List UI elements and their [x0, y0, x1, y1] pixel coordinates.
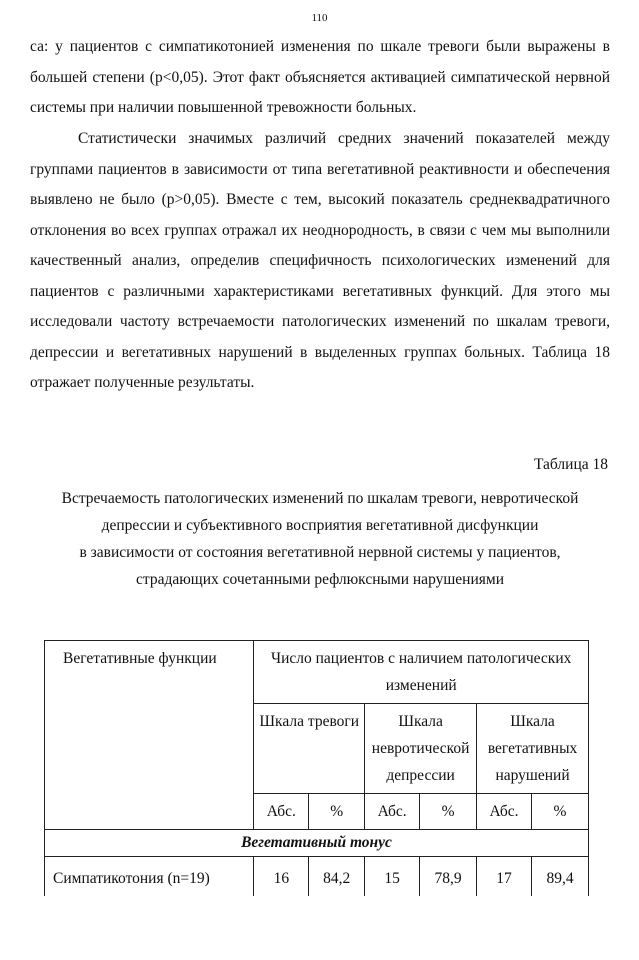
table-caption: [24, 485, 616, 593]
header-pct: %: [532, 794, 589, 830]
caption-line: депрессии и субъективного восприятия вегетативной дисфункции: [101, 517, 539, 534]
caption-line: в зависимости от состояния вегетативной нервной системы у пациентов,: [79, 544, 561, 561]
header-abs: Абс.: [254, 794, 309, 830]
section-row: [45, 830, 589, 857]
cell-pct: 89,4: [532, 857, 589, 897]
table-number: Таблица 18: [533, 456, 608, 473]
cell-abs: 16: [254, 857, 309, 897]
paragraph-2: Статистически значимых различий средних значений показателей между группами пациентов в зависимости от типа вегетативной реактивности и обеспечения выявлено не было (р>0,05). Вместе с тем, высокий показатель среднеквадратичного отклонения во всех группах отражал их неоднородность, в связи с чем мы выполнили качественный анализ, определив специфичность психологических изменений для пациентов с различными характеристиками вегетативных функций. Для этого мы исследовали частоту встречаемости патологических изменений по шкалам тревоги, депрессии и вегетативных нарушений в выделенных группах больных. Таблица 18 отражает полученные результаты.: [30, 130, 610, 391]
data-table: [44, 640, 589, 896]
row-label: Симпатикотония (n=19): [45, 857, 254, 897]
section-title: Вегетативный тонус: [45, 830, 589, 857]
table-header-row: [45, 641, 589, 704]
header-depression-scale: Шкала невротической депрессии: [365, 704, 477, 794]
caption-line: Встречаемость патологических изменений по шкалам тревоги, невротической: [61, 490, 579, 507]
paragraph-1: са: у пациентов с симпатикотонией изменения по шкале тревоги были выражены в большей степени (р<0,05). Этот факт объясняется активацией симпатической нервной системы при наличии повышенной тревожности больных.: [30, 38, 610, 116]
cell-pct: 78,9: [420, 857, 477, 897]
header-abs: Абс.: [365, 794, 420, 830]
header-pct: %: [420, 794, 477, 830]
header-pct: %: [309, 794, 365, 830]
cell-abs: 17: [477, 857, 532, 897]
header-anxiety-scale: Шкала тревоги: [254, 704, 365, 794]
header-vegetative-scale: Шкала вегетативных нарушений: [477, 704, 589, 794]
table-row: [45, 857, 589, 897]
header-patient-count: Число пациентов с наличием патологических изменений: [254, 641, 589, 704]
header-abs: Абс.: [477, 794, 532, 830]
cell-pct: 84,2: [309, 857, 365, 897]
page-number: 110: [311, 12, 328, 24]
header-vegetative-functions: Вегетативные функции: [45, 641, 254, 830]
cell-abs: 15: [365, 857, 420, 897]
caption-line: страдающих сочетанными рефлюксными нарушениями: [135, 571, 504, 588]
